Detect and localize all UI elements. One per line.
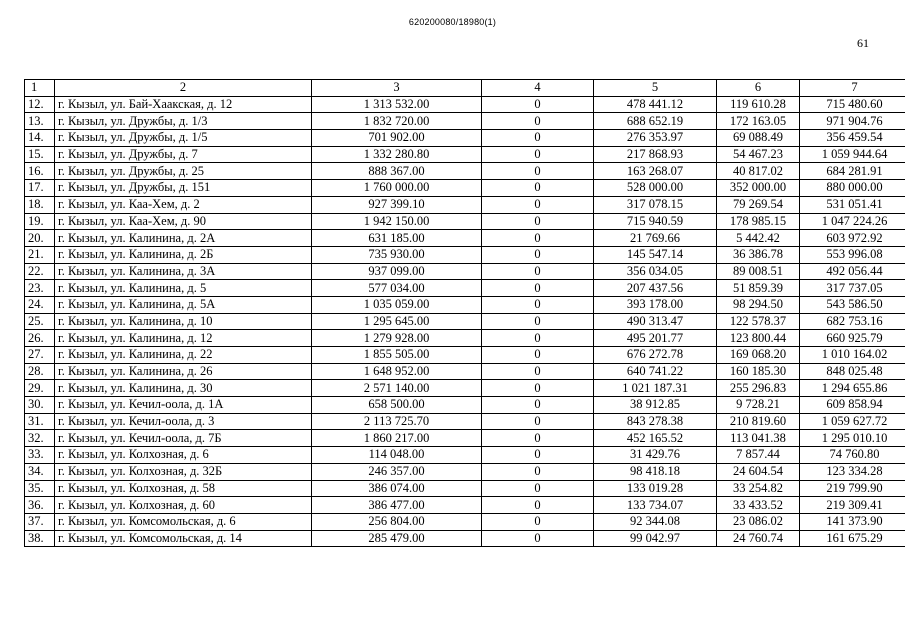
table-row	[25, 413, 905, 430]
col-7-value-cell: 880 000.00	[800, 180, 905, 197]
col-7-value-cell: 74 760.80	[800, 447, 905, 464]
row-number-cell: 18.	[25, 196, 55, 213]
col-6-value-cell: 24 604.54	[717, 463, 800, 480]
row-number-cell: 34.	[25, 463, 55, 480]
col-4-value-cell: 0	[482, 397, 594, 414]
column-number-row	[25, 80, 905, 97]
col-5-value-cell: 528 000.00	[594, 180, 717, 197]
col-7-value-cell: 1 010 164.02	[800, 347, 905, 364]
col-4-value-cell: 0	[482, 213, 594, 230]
address-cell: г. Кызыл, ул. Комсомольская, д. 6	[55, 513, 312, 530]
column-header: 1	[25, 80, 55, 97]
total-cost-cell: 2 571 140.00	[312, 380, 482, 397]
col-5-value-cell: 478 441.12	[594, 96, 717, 113]
col-4-value-cell: 0	[482, 96, 594, 113]
address-cell: г. Кызыл, ул. Каа-Хем, д. 90	[55, 213, 312, 230]
total-cost-cell: 285 479.00	[312, 530, 482, 547]
address-cell: г. Кызыл, ул. Калинина, д. 2Б	[55, 246, 312, 263]
col-6-value-cell: 178 985.15	[717, 213, 800, 230]
total-cost-cell: 927 399.10	[312, 196, 482, 213]
row-number-cell: 28.	[25, 363, 55, 380]
address-cell: г. Кызыл, ул. Бай-Хаакская, д. 12	[55, 96, 312, 113]
total-cost-cell: 386 074.00	[312, 480, 482, 497]
row-number-cell: 33.	[25, 447, 55, 464]
col-7-value-cell: 603 972.92	[800, 230, 905, 247]
address-cell: г. Кызыл, ул. Калинина, д. 30	[55, 380, 312, 397]
column-header: 2	[55, 80, 312, 97]
table-row	[25, 430, 905, 447]
table-row	[25, 513, 905, 530]
col-7-value-cell: 531 051.41	[800, 196, 905, 213]
table-row	[25, 280, 905, 297]
col-5-value-cell: 452 165.52	[594, 430, 717, 447]
table-row	[25, 96, 905, 113]
total-cost-cell: 937 099.00	[312, 263, 482, 280]
col-6-value-cell: 33 254.82	[717, 480, 800, 497]
col-4-value-cell: 0	[482, 447, 594, 464]
col-4-value-cell: 0	[482, 196, 594, 213]
address-cell: г. Кызыл, ул. Кечил-оола, д. 7Б	[55, 430, 312, 447]
row-number-cell: 12.	[25, 96, 55, 113]
col-5-value-cell: 676 272.78	[594, 347, 717, 364]
col-5-value-cell: 99 042.97	[594, 530, 717, 547]
table-body	[25, 80, 905, 547]
col-5-value-cell: 276 353.97	[594, 130, 717, 147]
col-7-value-cell: 219 309.41	[800, 497, 905, 514]
table-row	[25, 380, 905, 397]
col-7-value-cell: 1 295 010.10	[800, 430, 905, 447]
total-cost-cell: 1 313 532.00	[312, 96, 482, 113]
col-5-value-cell: 640 741.22	[594, 363, 717, 380]
address-cell: г. Кызыл, ул. Калинина, д. 3А	[55, 263, 312, 280]
col-4-value-cell: 0	[482, 296, 594, 313]
total-cost-cell: 701 902.00	[312, 130, 482, 147]
col-6-value-cell: 119 610.28	[717, 96, 800, 113]
col-7-value-cell: 317 737.05	[800, 280, 905, 297]
address-cell: г. Кызыл, ул. Дружбы, д. 1/3	[55, 113, 312, 130]
col-5-value-cell: 1 021 187.31	[594, 380, 717, 397]
column-header: 5	[594, 80, 717, 97]
table-row	[25, 447, 905, 464]
col-7-value-cell: 543 586.50	[800, 296, 905, 313]
total-cost-cell: 2 113 725.70	[312, 413, 482, 430]
total-cost-cell: 1 648 952.00	[312, 363, 482, 380]
table-row	[25, 296, 905, 313]
col-6-value-cell: 79 269.54	[717, 196, 800, 213]
table-row	[25, 363, 905, 380]
col-7-value-cell: 553 996.08	[800, 246, 905, 263]
table-row	[25, 146, 905, 163]
total-cost-cell: 1 332 280.80	[312, 146, 482, 163]
col-7-value-cell: 219 799.90	[800, 480, 905, 497]
col-5-value-cell: 490 313.47	[594, 313, 717, 330]
col-5-value-cell: 317 078.15	[594, 196, 717, 213]
table-row	[25, 497, 905, 514]
total-cost-cell: 735 930.00	[312, 246, 482, 263]
col-6-value-cell: 24 760.74	[717, 530, 800, 547]
col-4-value-cell: 0	[482, 380, 594, 397]
table-row	[25, 480, 905, 497]
col-6-value-cell: 7 857.44	[717, 447, 800, 464]
table-row	[25, 347, 905, 364]
total-cost-cell: 114 048.00	[312, 447, 482, 464]
col-4-value-cell: 0	[482, 430, 594, 447]
col-6-value-cell: 210 819.60	[717, 413, 800, 430]
col-6-value-cell: 40 817.02	[717, 163, 800, 180]
row-number-cell: 20.	[25, 230, 55, 247]
row-number-cell: 38.	[25, 530, 55, 547]
table-row	[25, 246, 905, 263]
col-4-value-cell: 0	[482, 513, 594, 530]
col-6-value-cell: 5 442.42	[717, 230, 800, 247]
row-number-cell: 21.	[25, 246, 55, 263]
row-number-cell: 19.	[25, 213, 55, 230]
address-cell: г. Кызыл, ул. Дружбы, д. 1/5	[55, 130, 312, 147]
total-cost-cell: 246 357.00	[312, 463, 482, 480]
address-cell: г. Кызыл, ул. Кечил-оола, д. 3	[55, 413, 312, 430]
col-5-value-cell: 98 418.18	[594, 463, 717, 480]
col-4-value-cell: 0	[482, 280, 594, 297]
col-4-value-cell: 0	[482, 230, 594, 247]
col-4-value-cell: 0	[482, 263, 594, 280]
col-6-value-cell: 98 294.50	[717, 296, 800, 313]
total-cost-cell: 1 279 928.00	[312, 330, 482, 347]
row-number-cell: 27.	[25, 347, 55, 364]
col-4-value-cell: 0	[482, 113, 594, 130]
address-cell: г. Кызыл, ул. Колхозная, д. 58	[55, 480, 312, 497]
col-6-value-cell: 172 163.05	[717, 113, 800, 130]
col-6-value-cell: 36 386.78	[717, 246, 800, 263]
address-cell: г. Кызыл, ул. Калинина, д. 5	[55, 280, 312, 297]
row-number-cell: 29.	[25, 380, 55, 397]
address-cell: г. Кызыл, ул. Дружбы, д. 25	[55, 163, 312, 180]
address-cell: г. Кызыл, ул. Комсомольская, д. 14	[55, 530, 312, 547]
col-6-value-cell: 9 728.21	[717, 397, 800, 414]
col-5-value-cell: 31 429.76	[594, 447, 717, 464]
col-5-value-cell: 843 278.38	[594, 413, 717, 430]
row-number-cell: 22.	[25, 263, 55, 280]
col-5-value-cell: 495 201.77	[594, 330, 717, 347]
col-5-value-cell: 133 734.07	[594, 497, 717, 514]
col-7-value-cell: 161 675.29	[800, 530, 905, 547]
table-row	[25, 163, 905, 180]
col-7-value-cell: 682 753.16	[800, 313, 905, 330]
address-cell: г. Кызыл, ул. Колхозная, д. 6	[55, 447, 312, 464]
col-4-value-cell: 0	[482, 480, 594, 497]
col-4-value-cell: 0	[482, 363, 594, 380]
col-4-value-cell: 0	[482, 330, 594, 347]
col-6-value-cell: 113 041.38	[717, 430, 800, 447]
total-cost-cell: 658 500.00	[312, 397, 482, 414]
total-cost-cell: 1 295 645.00	[312, 313, 482, 330]
table-row	[25, 330, 905, 347]
col-5-value-cell: 207 437.56	[594, 280, 717, 297]
col-5-value-cell: 21 769.66	[594, 230, 717, 247]
col-7-value-cell: 492 056.44	[800, 263, 905, 280]
column-header: 7	[800, 80, 905, 97]
total-cost-cell: 1 942 150.00	[312, 213, 482, 230]
address-cell: г. Кызыл, ул. Калинина, д. 2А	[55, 230, 312, 247]
address-cell: г. Кызыл, ул. Кечил-оола, д. 1А	[55, 397, 312, 414]
col-6-value-cell: 33 433.52	[717, 497, 800, 514]
table-row	[25, 180, 905, 197]
address-cell: г. Кызыл, ул. Калинина, д. 12	[55, 330, 312, 347]
table-row	[25, 213, 905, 230]
col-6-value-cell: 122 578.37	[717, 313, 800, 330]
col-5-value-cell: 688 652.19	[594, 113, 717, 130]
col-7-value-cell: 971 904.76	[800, 113, 905, 130]
column-header: 3	[312, 80, 482, 97]
col-7-value-cell: 660 925.79	[800, 330, 905, 347]
row-number-cell: 26.	[25, 330, 55, 347]
col-5-value-cell: 715 940.59	[594, 213, 717, 230]
row-number-cell: 32.	[25, 430, 55, 447]
table-row	[25, 463, 905, 480]
col-4-value-cell: 0	[482, 130, 594, 147]
total-cost-cell: 256 804.00	[312, 513, 482, 530]
row-number-cell: 15.	[25, 146, 55, 163]
col-4-value-cell: 0	[482, 347, 594, 364]
column-header: 4	[482, 80, 594, 97]
col-6-value-cell: 352 000.00	[717, 180, 800, 197]
col-6-value-cell: 169 068.20	[717, 347, 800, 364]
address-cell: г. Кызыл, ул. Дружбы, д. 7	[55, 146, 312, 163]
col-7-value-cell: 123 334.28	[800, 463, 905, 480]
col-5-value-cell: 38 912.85	[594, 397, 717, 414]
col-7-value-cell: 684 281.91	[800, 163, 905, 180]
col-6-value-cell: 89 008.51	[717, 263, 800, 280]
row-number-cell: 36.	[25, 497, 55, 514]
col-4-value-cell: 0	[482, 246, 594, 263]
total-cost-cell: 1 035 059.00	[312, 296, 482, 313]
document-code: 620200080/18980(1)	[408, 17, 497, 27]
row-number-cell: 25.	[25, 313, 55, 330]
address-cell: г. Кызыл, ул. Колхозная, д. 32Б	[55, 463, 312, 480]
col-7-value-cell: 609 858.94	[800, 397, 905, 414]
col-5-value-cell: 133 019.28	[594, 480, 717, 497]
col-7-value-cell: 1 294 655.86	[800, 380, 905, 397]
col-5-value-cell: 356 034.05	[594, 263, 717, 280]
row-number-cell: 24.	[25, 296, 55, 313]
col-6-value-cell: 51 859.39	[717, 280, 800, 297]
address-cell: г. Кызыл, ул. Калинина, д. 22	[55, 347, 312, 364]
page-number: 61	[857, 36, 869, 50]
col-4-value-cell: 0	[482, 163, 594, 180]
col-5-value-cell: 217 868.93	[594, 146, 717, 163]
table-row	[25, 263, 905, 280]
address-cell: г. Кызыл, ул. Дружбы, д. 151	[55, 180, 312, 197]
row-number-cell: 31.	[25, 413, 55, 430]
address-cell: г. Кызыл, ул. Калинина, д. 5А	[55, 296, 312, 313]
total-cost-cell: 1 860 217.00	[312, 430, 482, 447]
col-6-value-cell: 160 185.30	[717, 363, 800, 380]
col-5-value-cell: 393 178.00	[594, 296, 717, 313]
total-cost-cell: 577 034.00	[312, 280, 482, 297]
col-6-value-cell: 23 086.02	[717, 513, 800, 530]
col-7-value-cell: 141 373.90	[800, 513, 905, 530]
table-row	[25, 113, 905, 130]
data-table	[24, 79, 905, 547]
col-4-value-cell: 0	[482, 180, 594, 197]
address-cell: г. Кызыл, ул. Каа-Хем, д. 2	[55, 196, 312, 213]
col-7-value-cell: 715 480.60	[800, 96, 905, 113]
col-5-value-cell: 163 268.07	[594, 163, 717, 180]
column-header: 6	[717, 80, 800, 97]
col-4-value-cell: 0	[482, 413, 594, 430]
total-cost-cell: 631 185.00	[312, 230, 482, 247]
address-cell: г. Кызыл, ул. Калинина, д. 10	[55, 313, 312, 330]
row-number-cell: 14.	[25, 130, 55, 147]
address-cell: г. Кызыл, ул. Колхозная, д. 60	[55, 497, 312, 514]
table-row	[25, 130, 905, 147]
row-number-cell: 35.	[25, 480, 55, 497]
col-7-value-cell: 848 025.48	[800, 363, 905, 380]
row-number-cell: 23.	[25, 280, 55, 297]
row-number-cell: 37.	[25, 513, 55, 530]
table-row	[25, 196, 905, 213]
total-cost-cell: 1 760 000.00	[312, 180, 482, 197]
col-5-value-cell: 92 344.08	[594, 513, 717, 530]
row-number-cell: 30.	[25, 397, 55, 414]
col-4-value-cell: 0	[482, 530, 594, 547]
table-row	[25, 397, 905, 414]
row-number-cell: 13.	[25, 113, 55, 130]
col-4-value-cell: 0	[482, 313, 594, 330]
col-6-value-cell: 54 467.23	[717, 146, 800, 163]
col-4-value-cell: 0	[482, 463, 594, 480]
col-5-value-cell: 145 547.14	[594, 246, 717, 263]
total-cost-cell: 888 367.00	[312, 163, 482, 180]
total-cost-cell: 1 855 505.00	[312, 347, 482, 364]
address-cell: г. Кызыл, ул. Калинина, д. 26	[55, 363, 312, 380]
col-7-value-cell: 1 059 627.72	[800, 413, 905, 430]
col-7-value-cell: 1 047 224.26	[800, 213, 905, 230]
col-7-value-cell: 356 459.54	[800, 130, 905, 147]
col-6-value-cell: 255 296.83	[717, 380, 800, 397]
row-number-cell: 17.	[25, 180, 55, 197]
table-row	[25, 313, 905, 330]
col-7-value-cell: 1 059 944.64	[800, 146, 905, 163]
total-cost-cell: 386 477.00	[312, 497, 482, 514]
col-6-value-cell: 69 088.49	[717, 130, 800, 147]
col-6-value-cell: 123 800.44	[717, 330, 800, 347]
table-row	[25, 530, 905, 547]
col-4-value-cell: 0	[482, 497, 594, 514]
total-cost-cell: 1 832 720.00	[312, 113, 482, 130]
row-number-cell: 16.	[25, 163, 55, 180]
table-row	[25, 230, 905, 247]
col-4-value-cell: 0	[482, 146, 594, 163]
